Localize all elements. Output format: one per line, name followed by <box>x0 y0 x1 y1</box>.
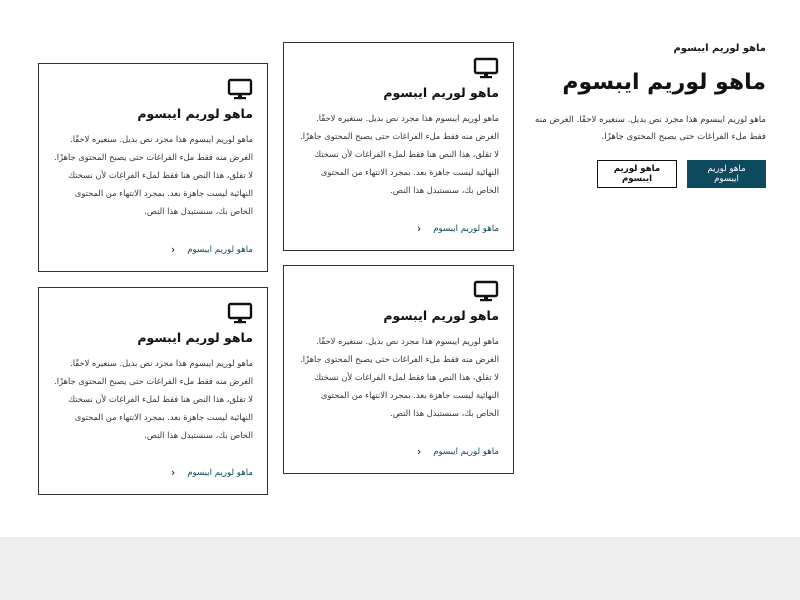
card-title: ماهو لوريم ايبسوم <box>383 85 499 100</box>
monitor-icon <box>227 302 253 324</box>
card-body: ماهو لوريم ايبسوم هذا مجرد نص بديل. سنغيره لاحقًا. الغرض منه فقط ملء الفراغات حتى يصبح المحتوى جاهزًا. لا تقلق، هذا النص هنا فقط لملء الفراغات لأن نسختك النهائية ليست جاهزة بعد. بمجرد الانتهاء من المحتوى الخاص بك، سنستبدل هذا النص. <box>54 134 253 216</box>
card-link[interactable] <box>417 222 499 235</box>
card-link[interactable] <box>171 466 253 479</box>
hero-description: ماهو لوريم ايبسوم هذا مجرد نص بديل. سنغيره لاحقًا. الغرض منه فقط ملء الفراغات حتى يصبح المحتوى جاهزًا. <box>534 115 766 142</box>
chevron-left-icon: ‹ <box>416 222 422 235</box>
hero-button-group <box>526 160 766 188</box>
secondary-cta-button[interactable]: ماهو لوريم ايبسوم <box>597 160 677 188</box>
feature-card <box>283 42 514 251</box>
chevron-left-icon: ‹ <box>170 243 176 256</box>
hero-section <box>526 40 766 188</box>
monitor-icon <box>473 57 499 79</box>
monitor-icon <box>227 78 253 100</box>
footer-band <box>0 537 800 600</box>
card-body: ماهو لوريم ايبسوم هذا مجرد نص بديل. سنغيره لاحقًا. الغرض منه فقط ملء الفراغات حتى يصبح المحتوى جاهزًا. لا تقلق، هذا النص هنا فقط لملء الفراغات لأن نسختك النهائية ليست جاهزة بعد. بمجرد الانتهاء من المحتوى الخاص بك، سنستبدل هذا النص. <box>300 336 499 418</box>
hero-title: ماهو لوريم ايبسوم <box>562 70 766 95</box>
chevron-left-icon: ‹ <box>170 466 176 479</box>
card-link[interactable] <box>417 445 499 458</box>
card-title: ماهو لوريم ايبسوم <box>137 330 253 345</box>
card-link-label: ماهو لوريم ايبسوم <box>187 467 253 478</box>
hero-tagline: ماهو لوريم ايبسوم <box>673 43 766 54</box>
card-body: ماهو لوريم ايبسوم هذا مجرد نص بديل. سنغيره لاحقًا. الغرض منه فقط ملء الفراغات حتى يصبح المحتوى جاهزًا. لا تقلق، هذا النص هنا فقط لملء الفراغات لأن نسختك النهائية ليست جاهزة بعد. بمجرد الانتهاء من المحتوى الخاص بك، سنستبدل هذا النص. <box>300 113 499 195</box>
feature-card <box>38 63 268 272</box>
monitor-icon <box>473 280 499 302</box>
card-link[interactable] <box>171 243 253 256</box>
card-link-label: ماهو لوريم ايبسوم <box>187 244 253 255</box>
card-link-label: ماهو لوريم ايبسوم <box>433 223 499 234</box>
chevron-left-icon: ‹ <box>416 445 422 458</box>
card-title: ماهو لوريم ايبسوم <box>137 106 253 121</box>
feature-card <box>283 265 514 474</box>
card-link-label: ماهو لوريم ايبسوم <box>433 446 499 457</box>
card-title: ماهو لوريم ايبسوم <box>383 308 499 323</box>
feature-card <box>38 287 268 495</box>
primary-cta-button[interactable]: ماهو لوريم ايبسوم <box>687 160 766 188</box>
card-body: ماهو لوريم ايبسوم هذا مجرد نص بديل. سنغيره لاحقًا. الغرض منه فقط ملء الفراغات حتى يصبح المحتوى جاهزًا. لا تقلق، هذا النص هنا فقط لملء الفراغات لأن نسختك النهائية ليست جاهزة بعد. بمجرد الانتهاء من المحتوى الخاص بك، سنستبدل هذا النص. <box>54 358 253 440</box>
